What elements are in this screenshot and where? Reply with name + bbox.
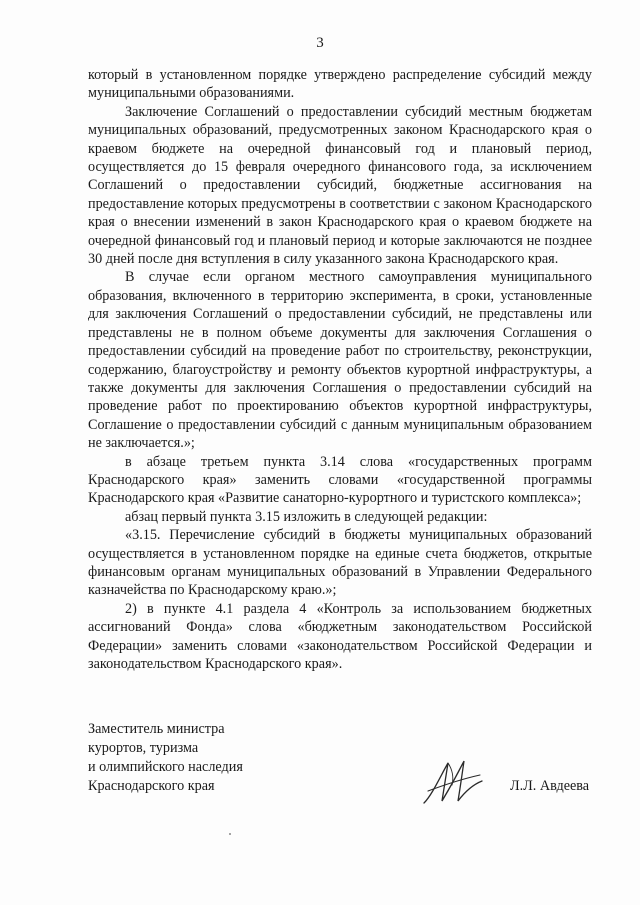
document-body	[88, 66, 592, 673]
paragraph-3: В случае если органом местного самоуправления муниципального образования, включенного в территорию эксперимента, в сроки, установленные для заключения Соглашений о предоставлении субсидий, не представлены или представлены не в полном объеме документы для заключения Соглашения о предоставлении субсидий на проведение работ по строительству, реконструкции, содержанию, благоустройству и ремонту объектов курортной инфраструктуры, а также документы для заключения Соглашения о предоставлении субсидий на проведение работ по проектированию объектов курортной инфраструктуры, Соглашение о предоставлении субсидий с данным муниципальным образованием не заключается.»;	[88, 269, 592, 452]
position-line: Заместитель министра	[88, 721, 225, 737]
paragraph-7: 2) в пункте 4.1 раздела 4 «Контроль за использованием бюджетных ассигнований Фонда» слова «бюджетным законодательством Российской Федерации» заменить словами «законодательством Российской Федерации и законодательством Краснодарского края».	[88, 600, 592, 672]
paragraph-1: который в установленном порядке утверждено распределение субсидий между муниципальными образованиями.	[88, 67, 592, 102]
paragraph-5: абзац первый пункта 3.15 изложить в следующей редакции:	[125, 508, 488, 525]
position-line: Краснодарского края	[88, 778, 215, 794]
position-line: и олимпийского наследия	[88, 759, 243, 775]
paragraph-6: «3.15. Перечисление субсидий в бюджеты муниципальных образований осуществляется в установленном порядке на единые счета бюджетов, открытые финансовым органам муниципальных образований в Управлении Федерального казначейства по Краснодарскому краю.»;	[88, 527, 592, 599]
handwritten-signature	[418, 755, 488, 811]
page-number: 3	[316, 35, 324, 51]
position-line: курортов, туризма	[88, 740, 199, 756]
scan-speck	[229, 833, 231, 835]
paragraph-2: Заключение Соглашений о предоставлении субсидий местным бюджетам муниципальных образований, предусмотренных законом Краснодарского края о краевом бюджете на очередной финансовый год и плановый период, осуществляется до 15 февраля очередного финансового года, за исключением Соглашений о предоставлении субсидий, бюджетные ассигнования на предоставление которых предусмотрены в соответствии с законом Краснодарского края о внесении изменений в закон Краснодарского края о краевом бюджете на очередной финансовый год и плановый период и которые заключаются не позднее 30 дней после дня вступления в силу указанного закона Краснодарского края.	[88, 103, 592, 268]
signatory-name: Л.Л. Авдеева	[510, 778, 590, 794]
paragraph-4: в абзаце третьем пункта 3.14 слова «государственных программ Краснодарского края» заменить словами «государственной программы Краснодарского края «Развитие санаторно-курортного и туристского комплекса»;	[88, 453, 592, 507]
signature-block	[88, 720, 592, 796]
